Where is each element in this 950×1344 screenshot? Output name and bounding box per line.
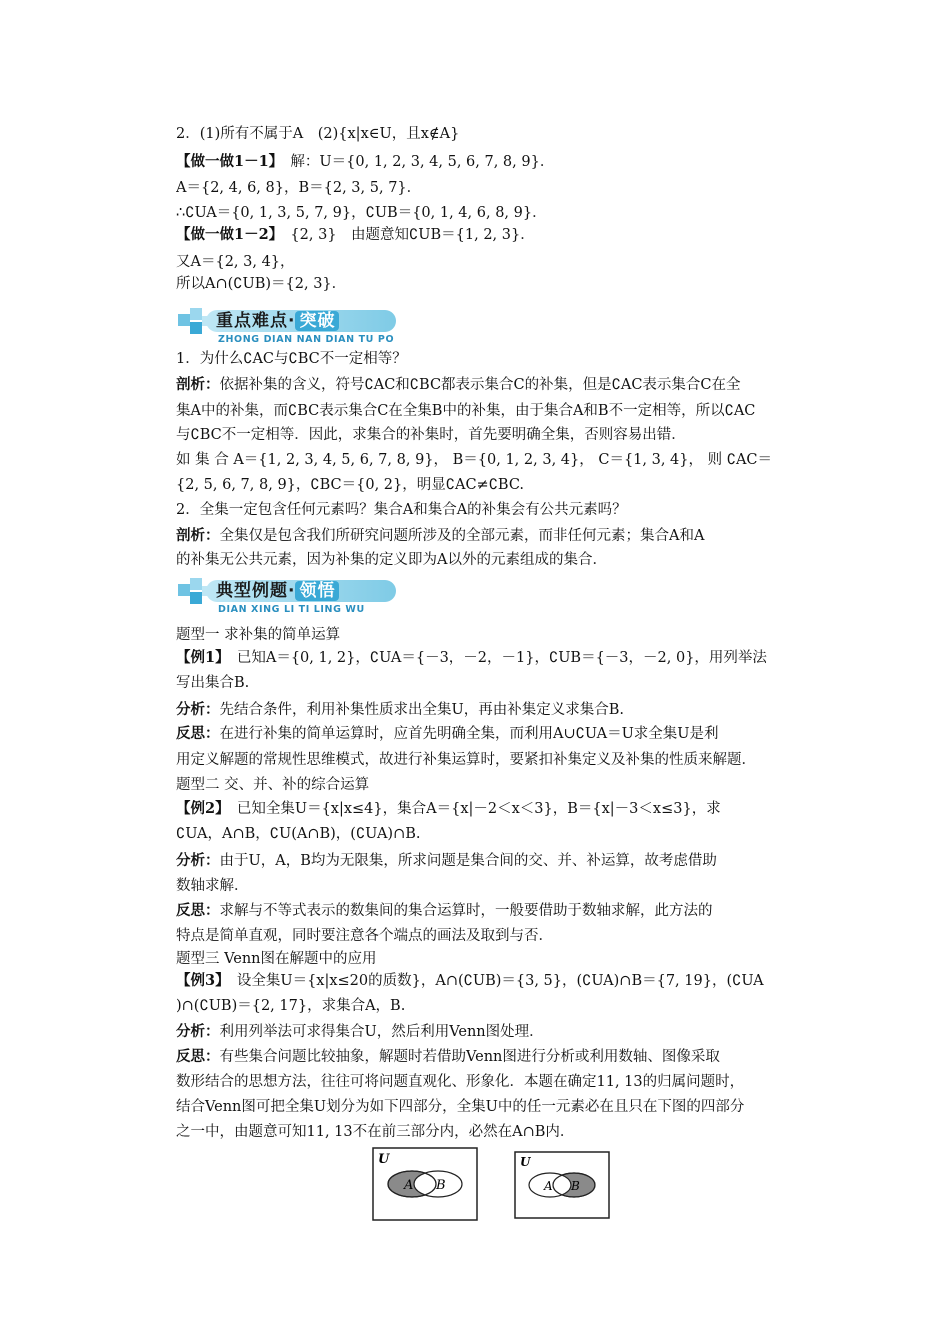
heading-line: 题型二 交、并、补的综合运算 <box>176 777 370 793</box>
question-line: 2．全集一定包含任何元素吗？集合A和集合A的补集会有公共元素吗？ <box>176 502 627 518</box>
venn-label-u: U <box>520 1155 531 1169</box>
example-line: 【例2】 已知全集U＝{x|x≤4}，集合A＝{x|－2＜x＜3}，B＝{x|－3＜x≤3}，求 <box>176 800 721 817</box>
question-line: 1．为什么∁AC与∁BC不一定相等？ <box>176 351 407 367</box>
example-line: ∁UA，A∩B，∁U(A∩B)，(∁UA)∩B. <box>176 826 421 842</box>
reflection-line: 反思：求解与不等式表示的数集间的集合运算时，一般要借助于数轴求解，此方法的 <box>176 902 713 919</box>
answer-line: 【做一做1－1】 解：U＝{0, 1, 2, 3, 4, 5, 6, 7, 8, 9}． <box>176 153 555 170</box>
answer-line: 又A＝{2, 3, 4}， <box>176 254 295 270</box>
venn-label-u: U <box>378 1152 390 1167</box>
reflection-line: 反思：有些集合问题比较抽象，解题时若借助Venn图进行分析或利用数轴、图像采取 <box>176 1048 720 1065</box>
answer-line: A＝{2, 4, 6, 8}，B＝{2, 3, 5, 7}． <box>176 180 422 196</box>
heading-line: 题型一 求补集的简单运算 <box>176 627 341 643</box>
example-line: 【例3】 设全集U＝{x|x≤20的质数}，A∩(∁UB)＝{3, 5}，(∁UA)∩B＝{7, 19}，(∁UA <box>176 972 764 989</box>
analysis-line: 分析：先结合条件，利用补集性质求出全集U，再由补集定义求集合B. <box>176 701 624 718</box>
venn-label-a: A <box>404 1178 414 1193</box>
answer-line: 【做一做1－2】 {2, 3} 由题意知∁UB＝{1, 2, 3}． <box>176 226 535 243</box>
analysis-line: 的补集无公共元素，因为补集的定义即为A以外的元素组成的集合． <box>176 552 607 568</box>
example-line: 【例1】 已知A＝{0, 1, 2}，∁UA＝{－3，－2，－1}，∁UB＝{－3，－2, 0}，用列举法 <box>176 649 767 666</box>
example-line: {2, 5, 6, 7, 8, 9}，∁BC＝{0, 2}，明显∁AC≠∁BC. <box>176 477 525 493</box>
venn-diagram-a-shaded <box>372 1147 478 1221</box>
reflection-line: 反思：在进行补集的简单运算时，应首先明确全集，而利用A∪∁UA＝U求全集U是利 <box>176 725 719 742</box>
answer-line: ∴∁UA＝{0, 1, 3, 5, 7, 9}，∁UB＝{0, 1, 4, 6, 8, 9}． <box>176 205 547 221</box>
answer-line: 所以A∩(∁UB)＝{2, 3}． <box>176 276 347 292</box>
answer-line: 2．(1)所有不属于A (2){x|x∈U，且x∉A} <box>176 126 460 142</box>
analysis-line: 数轴求解． <box>176 878 249 894</box>
section-banner-typical-examples <box>168 572 408 618</box>
reflection-line: 结合Venn图可把全集U划分为如下四部分，全集U中的任一元素必在且只在下图的四部分 <box>176 1099 745 1115</box>
banner-pinyin: DIAN XING LI TI LING WU <box>218 604 365 615</box>
venn-label-b: B <box>436 1178 446 1193</box>
analysis-line: 与∁BC不一定相等．因此，求集合的补集时，首先要明确全集，否则容易出错． <box>176 427 686 443</box>
example-line: 写出集合B. <box>176 675 250 691</box>
heading-line: 题型三 Venn图在解题中的应用 <box>176 951 377 967</box>
banner-title: 典型例题· 领悟 <box>216 580 339 602</box>
analysis-line: 集A中的补集，而∁BC表示集合C在全集B中的补集，由于集合A和B不一定相等，所以∁AC <box>176 403 756 419</box>
reflection-line: 数形结合的思想方法，往往可将问题直观化、形象化．本题在确定11, 13的归属问题时， <box>176 1074 745 1090</box>
reflection-line: 用定义解题的常规性思维模式，故进行补集运算时，要紧扣补集定义及补集的性质来解题． <box>176 752 756 768</box>
analysis-line: 剖析：全集仅是包含我们所研究问题所涉及的全部元素，而非任何元素；集合A和A <box>176 527 705 544</box>
venn-label-a: A <box>544 1179 553 1193</box>
section-banner-key-points <box>168 302 408 348</box>
analysis-line: 分析：利用列举法可求得集合U，然后利用Venn图处理． <box>176 1023 544 1040</box>
venn-diagram-b-shaded <box>514 1151 610 1219</box>
example-line: 如 集 合 A＝{1, 2, 3, 4, 5, 6, 7, 8, 9}， B＝{0, 1, 2, 3, 4}， C＝{1, 3, 4}， 则 ∁AC＝ <box>176 452 773 468</box>
analysis-line: 剖析：依据补集的含义，符号∁AC和∁BC都表示集合C的补集，但是∁AC表示集合C在全 <box>176 376 741 393</box>
analysis-line: 分析：由于U，A，B均为无限集，所求问题是集合间的交、并、补运算，故考虑借助 <box>176 852 717 869</box>
venn-label-b: B <box>571 1179 580 1193</box>
reflection-line: 之一中，由题意可知11, 13不在前三部分内，必然在A∩B内． <box>176 1124 575 1140</box>
banner-title: 重点难点· 突破 <box>216 310 339 332</box>
reflection-line: 特点是简单直观，同时要注意各个端点的画法及取到与否． <box>176 928 553 944</box>
example-line: )∩(∁UB)＝{2, 17}，求集合A，B. <box>176 998 406 1014</box>
banner-pinyin: ZHONG DIAN NAN DIAN TU PO <box>218 334 395 345</box>
